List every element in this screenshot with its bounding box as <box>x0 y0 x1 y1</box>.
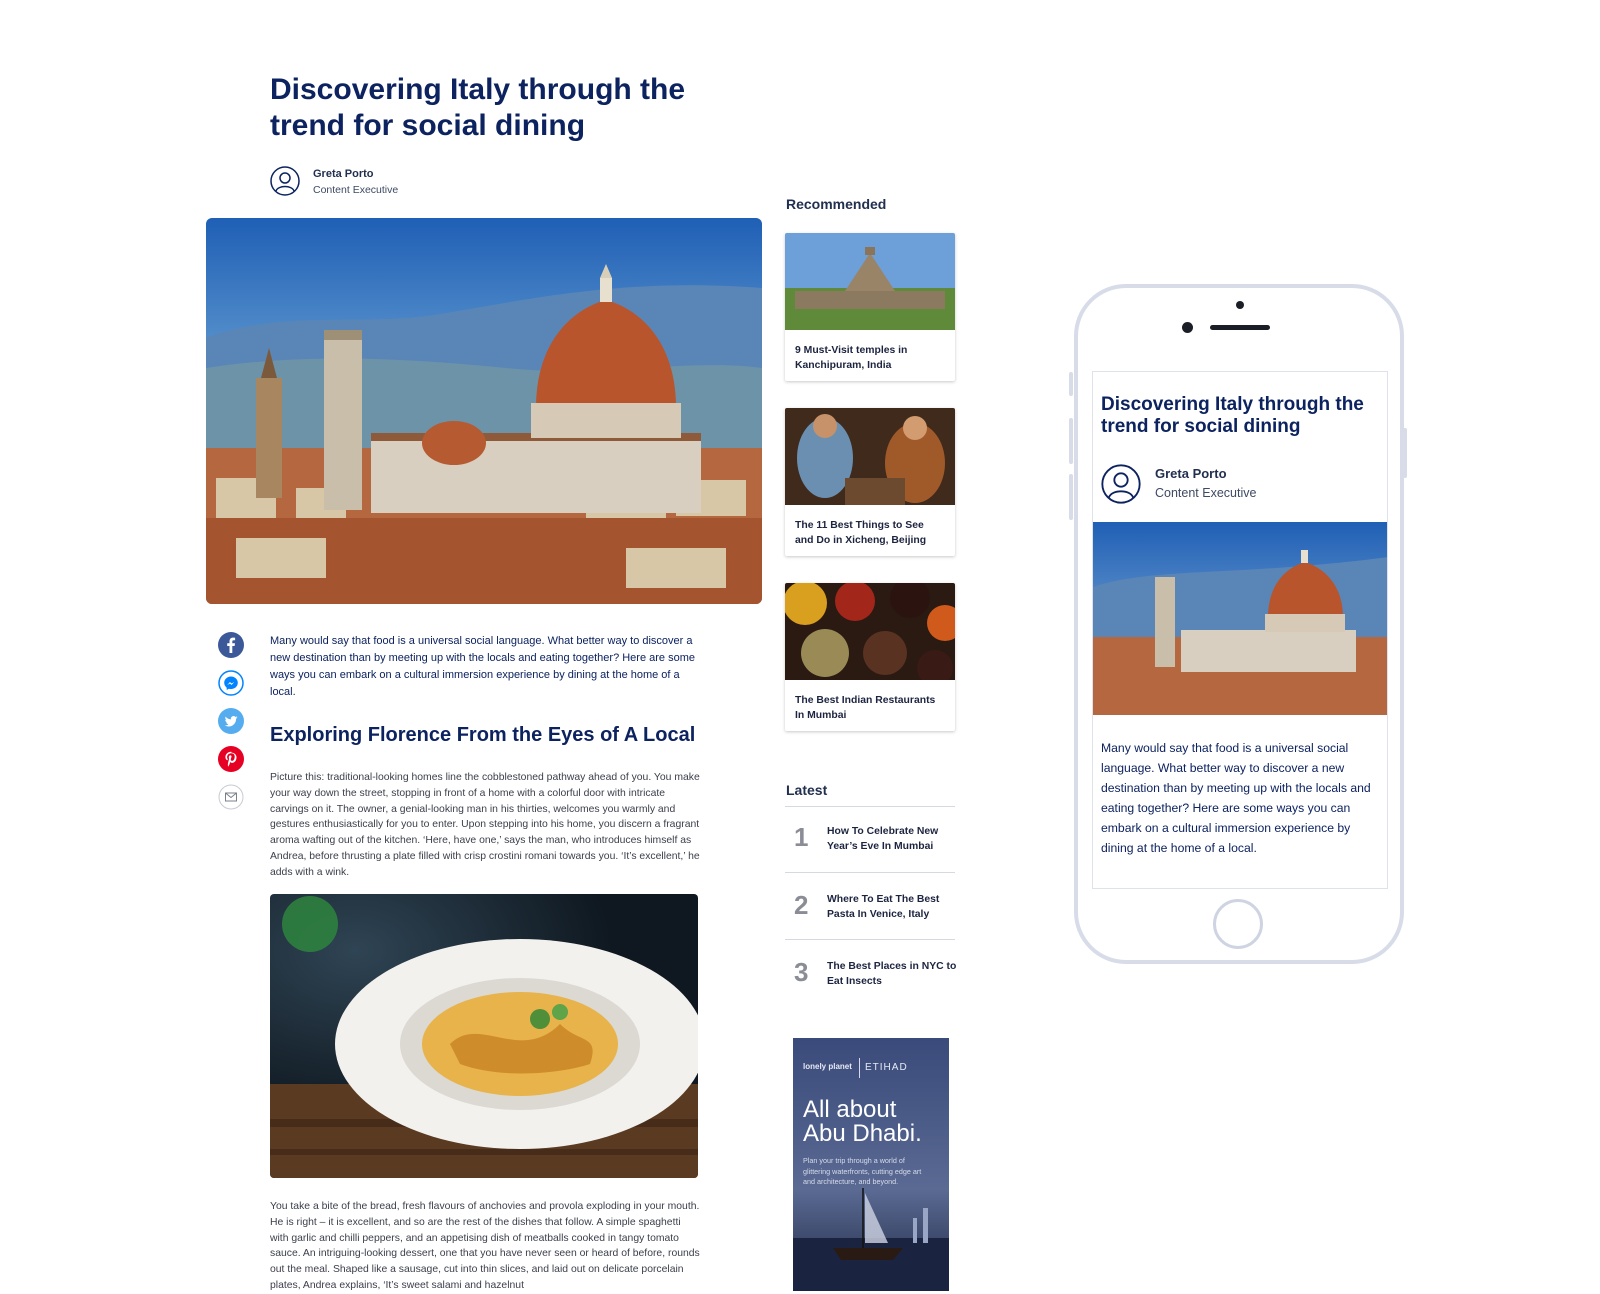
latest-item-link[interactable]: The Best Places in NYC to Eat Insects <box>827 961 957 987</box>
phone-camera <box>1236 301 1244 309</box>
latest-item-link[interactable]: Where To Eat The Best Pasta In Venice, Italy <box>827 894 940 920</box>
latest-item-number: 3 <box>794 957 809 987</box>
recommended-card[interactable] <box>785 233 955 381</box>
mobile-article-title: Discovering Italy through the trend for social dining <box>1101 394 1364 437</box>
share-messenger-button[interactable] <box>218 670 244 696</box>
phone-screen <box>1092 371 1388 889</box>
hero-image-florence <box>206 218 762 604</box>
pinterest-icon <box>218 746 244 772</box>
latest-divider <box>785 872 955 873</box>
author-avatar-icon <box>270 166 300 196</box>
mobile-article-intro: Many would say that food is a universal social language. What better way to discover a new destination than by meeting up with the locals and eating together? Here are some ways you can embark on a cultural immersion experience by dining at the home of a local. <box>1101 741 1371 855</box>
share-facebook-button[interactable] <box>218 632 244 658</box>
recommended-card-title: The Best Indian Restaurants In Mumbai <box>795 695 936 721</box>
mobile-author-name[interactable]: Greta Porto <box>1155 466 1227 481</box>
latest-item-link[interactable]: How To Celebrate New Year’s Eve In Mumbai <box>827 826 939 852</box>
spices-image <box>785 583 955 680</box>
author-role: Content Executive <box>313 184 399 196</box>
twitter-icon <box>218 708 244 734</box>
recommended-card-title: 9 Must-Visit temples in Kanchipuram, India <box>795 345 908 371</box>
xicheng-figures-image <box>785 408 955 505</box>
mobile-author-avatar-icon <box>1101 464 1141 504</box>
phone-speaker <box>1210 325 1270 330</box>
latest-item-number: 1 <box>794 822 809 852</box>
phone-side-button <box>1069 418 1073 464</box>
abu-dhabi-ad[interactable] <box>793 1038 949 1291</box>
latest-divider <box>785 939 955 940</box>
latest-item-number: 2 <box>794 890 809 920</box>
pasta-dish-image <box>270 894 698 1178</box>
share-email-button[interactable] <box>218 784 244 810</box>
mobile-author-role: Content Executive <box>1155 486 1257 500</box>
article-title: Discovering Italy through the trend for social dining <box>270 73 686 142</box>
recommended-card-title: The 11 Best Things to See and Do in Xicheng, Beijing <box>795 520 927 546</box>
recommended-card[interactable] <box>785 583 955 731</box>
section-heading: Exploring Florence From the Eyes of A Local <box>270 724 696 746</box>
temple-image <box>785 233 955 330</box>
messenger-icon <box>218 670 244 696</box>
phone-side-button <box>1403 428 1407 478</box>
ad-headline: All about Abu Dhabi. <box>803 1096 922 1147</box>
mobile-hero-image-florence <box>1093 522 1388 715</box>
phone-side-button <box>1069 474 1073 520</box>
article-paragraph-1: Picture this: traditional-looking homes line the cobblestoned pathway ahead of you. You make your way down the street, stopping in front of a home with a colorful door with intricate carvings on it. The owner, a genial-looking man in his thirties, welcomes you warmly and gestures enthusiastically for you to enter. Upon stepping into his home, you discern a fragrant aroma wafting out of the kitchen. ‘Here, have one,’ says the man, who introduces himself as Andrea, before thrusting a plate filled with crisp crostini romani towards you. ‘It’s excellent,’ he adds with a wink. <box>270 772 700 878</box>
ad-brand-etihad: ETIHAD <box>865 1062 908 1073</box>
share-twitter-button[interactable] <box>218 708 244 734</box>
phone-sensor <box>1182 322 1193 333</box>
ad-copy: Plan your trip through a world of glittering waterfronts, cutting edge art and architecture, and beyond. <box>803 1156 922 1186</box>
share-pinterest-button[interactable] <box>218 746 244 772</box>
article-intro: Many would say that food is a universal social language. What better way to discover a new destination than by meeting up with the locals and eating together? Here are some ways you can embark on a cultural immersion experience by dining at the home of a local. <box>270 635 695 698</box>
ad-brand-lonely-planet: lonely planet <box>803 1062 852 1071</box>
phone-side-button <box>1069 372 1073 396</box>
ad-brand-divider <box>859 1058 860 1078</box>
recommended-card[interactable] <box>785 408 955 556</box>
article-paragraph-2: You take a bite of the bread, fresh flavours of anchovies and provola exploding in your mouth. He is right – it is excellent, and so are the rest of the dishes that follow. A simple spaghetti with garlic and chilli peppers, and an appetising dish of meatballs cooked in tangy tomato sauce. An intriguing-looking dessert, one that you have never seen or heard of before, rounds out the meal. Shaped like a sausage, cut into thin slices, and laid out on delicate porcelain plates, Andrea explains, ‘It’s sweet salami and hazelnut <box>270 1201 700 1291</box>
recommended-heading: Recommended <box>786 196 887 212</box>
latest-heading: Latest <box>786 782 828 798</box>
mail-icon <box>218 784 244 810</box>
author-name[interactable]: Greta Porto <box>313 168 374 180</box>
latest-divider <box>785 806 955 807</box>
phone-home-button[interactable] <box>1213 899 1263 949</box>
facebook-icon <box>218 632 244 658</box>
